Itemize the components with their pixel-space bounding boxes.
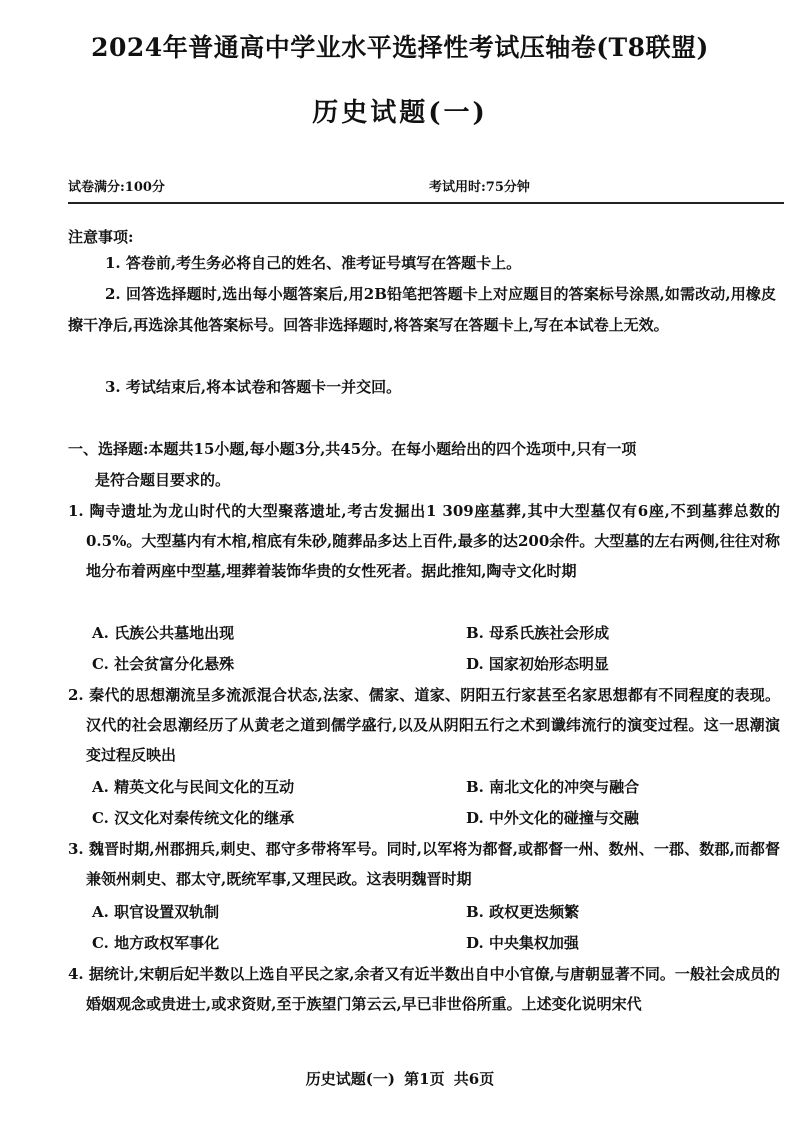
option-b: B. 母系氏族社会形成 [466, 624, 610, 642]
exam-subtitle: 历史试题(一) [312, 98, 488, 128]
exam-time: 考试用时:75分钟 [429, 180, 530, 195]
section-heading [68, 434, 780, 496]
option-a: A. 职官设置双轨制 [92, 903, 220, 921]
question-stem: 2. 秦代的思想潮流呈多流派混合状态,法家、儒家、道家、阴阳五行家甚至名家思想都有不同程度的表现。汉代的社会思潮经历了从黄老之道到儒学盛行,以及从阴阳五行之术到谶纬流行的演变过程。这一思潮演变过程反映出 [68, 686, 780, 764]
exam-title: 2024年普通高中学业水平选择性考试压轴卷(T8联盟) [91, 33, 709, 62]
question-4 [68, 959, 780, 1019]
exam-meta [68, 176, 768, 196]
section-line-1: 一、选择题:本题共15小题,每小题3分,共45分。在每小题给出的四个选项中,只有一项 [68, 440, 637, 458]
question-stem: 4. 据统计,宋朝后妃半数以上选自平民之家,余者又有近半数出自中小官僚,与唐朝显著不同。一般社会成员的婚姻观念或贵进士,或求资财,至于族望门第云云,早已非世俗所重。上述变化说明宋代 [68, 965, 780, 1013]
option-d: D. 国家初始形态明显 [466, 655, 609, 673]
notice-item-1: 1. 答卷前,考生务必将自己的姓名、准考证号填写在答题卡上。 [105, 254, 522, 272]
option-a: A. 氏族公共墓地出现 [92, 624, 235, 642]
option-a: A. 精英文化与民间文化的互动 [92, 778, 295, 796]
option-d: D. 中外文化的碰撞与交融 [466, 809, 639, 827]
option-c: C. 地方政权军事化 [92, 934, 220, 952]
header-divider [68, 202, 784, 204]
option-c: C. 汉文化对秦传统文化的继承 [92, 809, 295, 827]
question-1 [68, 496, 780, 586]
option-c: C. 社会贫富分化悬殊 [92, 655, 235, 673]
question-stem: 1. 陶寺遗址为龙山时代的大型聚落遗址,考古发掘出1 309座墓葬,其中大型墓仅有6座,不到墓葬总数的0.5%。大型墓内有木棺,棺底有朱砂,随葬品多达上百件,最多的达200余件。大型墓的左右两侧,往往对称地分布着两座中型墓,埋葬着装饰华贵的女性死者。据此推知,陶寺文化时期 [68, 502, 780, 580]
question-stem: 3. 魏晋时期,州郡拥兵,刺史、郡守多带将军号。同时,以军将为都督,或都督一州、数州、一郡、数郡,而都督兼领州刺史、郡太守,既统军事,又理民政。这表明魏晋时期 [68, 840, 780, 888]
question-3 [68, 834, 780, 894]
option-b: B. 南北文化的冲突与融合 [466, 778, 640, 796]
page-footer: 历史试题(一) 第1页 共6页 [305, 1070, 495, 1088]
option-d: D. 中央集权加强 [466, 934, 579, 952]
question-2 [68, 680, 780, 770]
notice-item-3: 3. 考试结束后,将本试卷和答题卡一并交回。 [105, 378, 402, 396]
section-line-2: 是符合题目要求的。 [95, 471, 231, 489]
notice-heading: 注意事项: [68, 228, 134, 246]
option-b: B. 政权更迭频繁 [466, 903, 580, 921]
full-score: 试卷满分:100分 [68, 180, 165, 195]
notice-item-2: 2. 回答选择题时,选出每小题答案后,用2B铅笔把答题卡上对应题目的答案标号涂黑,如需改动,用橡皮擦干净后,再选涂其他答案标号。回答非选择题时,将答案写在答题卡上,写在本试卷上无效。 [68, 285, 776, 334]
